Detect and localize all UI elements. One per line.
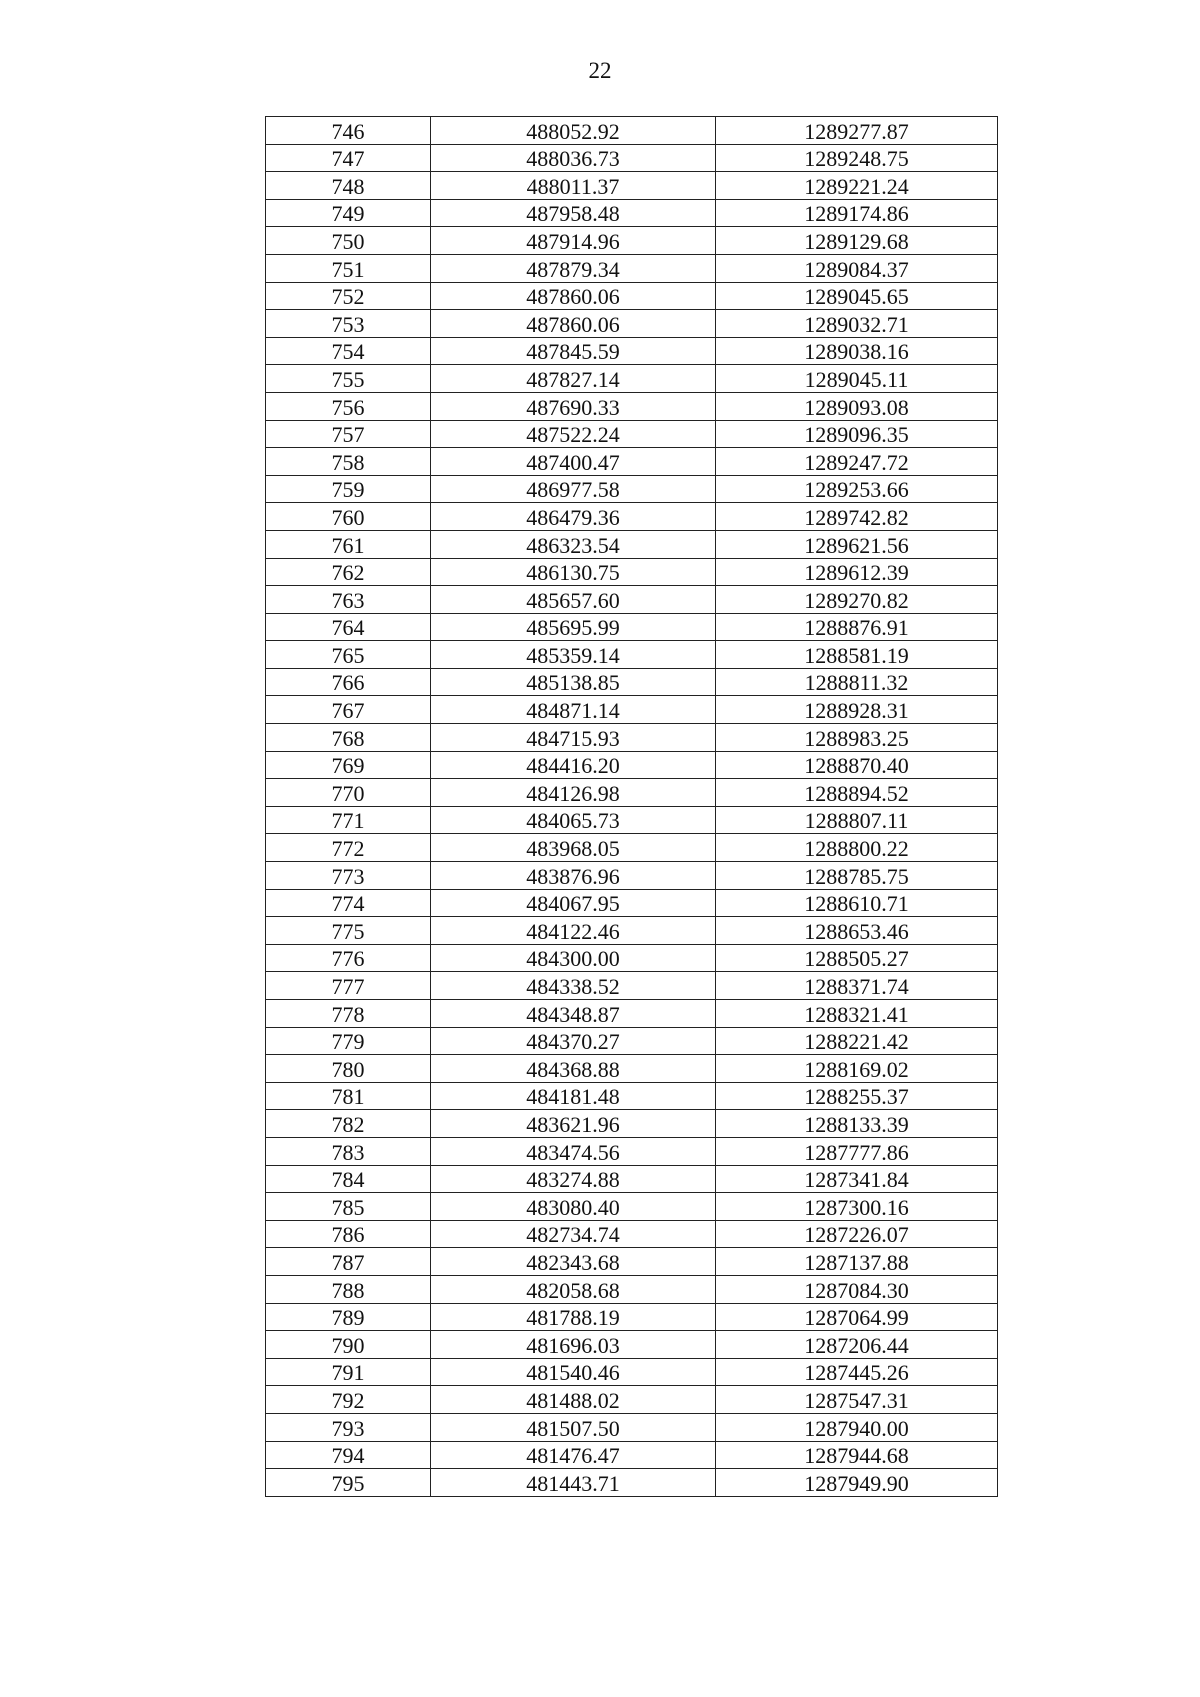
y-coordinate-cell: 1289247.72 (716, 448, 998, 476)
point-number-cell: 754 (266, 337, 431, 365)
table-row (266, 1193, 998, 1221)
x-coordinate-cell: 484348.87 (431, 1000, 716, 1028)
point-number-cell: 771 (266, 806, 431, 834)
y-coordinate-cell: 1287949.90 (716, 1469, 998, 1497)
x-coordinate-cell: 481476.47 (431, 1441, 716, 1469)
x-coordinate-cell: 482343.68 (431, 1248, 716, 1276)
table-row (266, 889, 998, 917)
x-coordinate-cell: 486130.75 (431, 558, 716, 586)
x-coordinate-cell: 487860.06 (431, 310, 716, 338)
table-row (266, 1165, 998, 1193)
x-coordinate-cell: 484181.48 (431, 1082, 716, 1110)
x-coordinate-cell: 482058.68 (431, 1275, 716, 1303)
x-coordinate-cell: 488036.73 (431, 144, 716, 172)
point-number-cell: 747 (266, 144, 431, 172)
y-coordinate-cell: 1288983.25 (716, 724, 998, 752)
x-coordinate-cell: 481788.19 (431, 1303, 716, 1331)
point-number-cell: 769 (266, 751, 431, 779)
point-number-cell: 748 (266, 172, 431, 200)
y-coordinate-cell: 1289045.11 (716, 365, 998, 393)
table-row (266, 365, 998, 393)
point-number-cell: 785 (266, 1193, 431, 1221)
x-coordinate-cell: 486977.58 (431, 475, 716, 503)
point-number-cell: 781 (266, 1082, 431, 1110)
point-number-cell: 764 (266, 613, 431, 641)
y-coordinate-cell: 1289621.56 (716, 530, 998, 558)
y-coordinate-cell: 1288807.11 (716, 806, 998, 834)
x-coordinate-cell: 483621.96 (431, 1110, 716, 1138)
y-coordinate-cell: 1289174.86 (716, 199, 998, 227)
point-number-cell: 789 (266, 1303, 431, 1331)
point-number-cell: 773 (266, 862, 431, 890)
y-coordinate-cell: 1287300.16 (716, 1193, 998, 1221)
point-number-cell: 761 (266, 530, 431, 558)
y-coordinate-cell: 1288785.75 (716, 862, 998, 890)
table-row (266, 1386, 998, 1414)
table-row (266, 972, 998, 1000)
x-coordinate-cell: 488011.37 (431, 172, 716, 200)
y-coordinate-cell: 1288610.71 (716, 889, 998, 917)
x-coordinate-cell: 486479.36 (431, 503, 716, 531)
x-coordinate-cell: 481696.03 (431, 1331, 716, 1359)
y-coordinate-cell: 1287137.88 (716, 1248, 998, 1276)
point-number-cell: 787 (266, 1248, 431, 1276)
y-coordinate-cell: 1288371.74 (716, 972, 998, 1000)
y-coordinate-cell: 1287944.68 (716, 1441, 998, 1469)
x-coordinate-cell: 484368.88 (431, 1055, 716, 1083)
table-row (266, 530, 998, 558)
table-row (266, 1027, 998, 1055)
table-row (266, 1000, 998, 1028)
x-coordinate-cell: 485657.60 (431, 586, 716, 614)
y-coordinate-cell: 1288169.02 (716, 1055, 998, 1083)
table-row (266, 558, 998, 586)
x-coordinate-cell: 487522.24 (431, 420, 716, 448)
point-number-cell: 772 (266, 834, 431, 862)
x-coordinate-cell: 484338.52 (431, 972, 716, 1000)
x-coordinate-cell: 484416.20 (431, 751, 716, 779)
table-row (266, 1441, 998, 1469)
table-row (266, 144, 998, 172)
point-number-cell: 792 (266, 1386, 431, 1414)
x-coordinate-cell: 487914.96 (431, 227, 716, 255)
point-number-cell: 775 (266, 917, 431, 945)
x-coordinate-cell: 481507.50 (431, 1413, 716, 1441)
point-number-cell: 770 (266, 779, 431, 807)
table-row (266, 475, 998, 503)
y-coordinate-cell: 1289270.82 (716, 586, 998, 614)
table-row (266, 724, 998, 752)
y-coordinate-cell: 1289248.75 (716, 144, 998, 172)
y-coordinate-cell: 1288811.32 (716, 668, 998, 696)
point-number-cell: 782 (266, 1110, 431, 1138)
table-row (266, 1331, 998, 1359)
point-number-cell: 786 (266, 1220, 431, 1248)
x-coordinate-cell: 487400.47 (431, 448, 716, 476)
y-coordinate-cell: 1289277.87 (716, 117, 998, 145)
x-coordinate-cell: 481540.46 (431, 1358, 716, 1386)
x-coordinate-cell: 483274.88 (431, 1165, 716, 1193)
table-row (266, 1303, 998, 1331)
point-number-cell: 777 (266, 972, 431, 1000)
point-number-cell: 750 (266, 227, 431, 255)
point-number-cell: 763 (266, 586, 431, 614)
point-number-cell: 794 (266, 1441, 431, 1469)
x-coordinate-cell: 483474.56 (431, 1137, 716, 1165)
point-number-cell: 766 (266, 668, 431, 696)
point-number-cell: 757 (266, 420, 431, 448)
point-number-cell: 783 (266, 1137, 431, 1165)
table-row (266, 310, 998, 338)
x-coordinate-cell: 484122.46 (431, 917, 716, 945)
point-number-cell: 778 (266, 1000, 431, 1028)
table-row (266, 1220, 998, 1248)
y-coordinate-cell: 1288870.40 (716, 751, 998, 779)
y-coordinate-cell: 1289084.37 (716, 254, 998, 282)
point-number-cell: 779 (266, 1027, 431, 1055)
y-coordinate-cell: 1288653.46 (716, 917, 998, 945)
y-coordinate-cell: 1288894.52 (716, 779, 998, 807)
table-row (266, 227, 998, 255)
table-row (266, 254, 998, 282)
coordinate-table (265, 116, 998, 1497)
table-row (266, 199, 998, 227)
x-coordinate-cell: 481488.02 (431, 1386, 716, 1414)
y-coordinate-cell: 1288321.41 (716, 1000, 998, 1028)
table-row (266, 668, 998, 696)
table-row (266, 448, 998, 476)
point-number-cell: 768 (266, 724, 431, 752)
x-coordinate-cell: 485359.14 (431, 641, 716, 669)
y-coordinate-cell: 1288581.19 (716, 641, 998, 669)
x-coordinate-cell: 487827.14 (431, 365, 716, 393)
x-coordinate-cell: 484067.95 (431, 889, 716, 917)
table-row (266, 1358, 998, 1386)
point-number-cell: 751 (266, 254, 431, 282)
x-coordinate-cell: 485138.85 (431, 668, 716, 696)
y-coordinate-cell: 1287777.86 (716, 1137, 998, 1165)
point-number-cell: 752 (266, 282, 431, 310)
table-row (266, 779, 998, 807)
point-number-cell: 784 (266, 1165, 431, 1193)
y-coordinate-cell: 1287547.31 (716, 1386, 998, 1414)
x-coordinate-cell: 484300.00 (431, 944, 716, 972)
y-coordinate-cell: 1287064.99 (716, 1303, 998, 1331)
y-coordinate-cell: 1288800.22 (716, 834, 998, 862)
table-row (266, 862, 998, 890)
x-coordinate-cell: 484370.27 (431, 1027, 716, 1055)
point-number-cell: 756 (266, 392, 431, 420)
table-row (266, 392, 998, 420)
y-coordinate-cell: 1287084.30 (716, 1275, 998, 1303)
table-row (266, 944, 998, 972)
point-number-cell: 793 (266, 1413, 431, 1441)
table-row (266, 172, 998, 200)
table-row (266, 420, 998, 448)
x-coordinate-cell: 484871.14 (431, 696, 716, 724)
y-coordinate-cell: 1289253.66 (716, 475, 998, 503)
x-coordinate-cell: 483968.05 (431, 834, 716, 862)
x-coordinate-cell: 487690.33 (431, 392, 716, 420)
point-number-cell: 795 (266, 1469, 431, 1497)
y-coordinate-cell: 1288876.91 (716, 613, 998, 641)
point-number-cell: 767 (266, 696, 431, 724)
table-row (266, 117, 998, 145)
x-coordinate-cell: 484126.98 (431, 779, 716, 807)
y-coordinate-cell: 1287940.00 (716, 1413, 998, 1441)
table-row (266, 696, 998, 724)
x-coordinate-cell: 488052.92 (431, 117, 716, 145)
table-row (266, 751, 998, 779)
y-coordinate-cell: 1289612.39 (716, 558, 998, 586)
x-coordinate-cell: 483876.96 (431, 862, 716, 890)
table-row (266, 1248, 998, 1276)
table-row (266, 806, 998, 834)
point-number-cell: 746 (266, 117, 431, 145)
y-coordinate-cell: 1288255.37 (716, 1082, 998, 1110)
x-coordinate-cell: 487860.06 (431, 282, 716, 310)
point-number-cell: 762 (266, 558, 431, 586)
point-number-cell: 790 (266, 1331, 431, 1359)
table-row (266, 1275, 998, 1303)
y-coordinate-cell: 1289742.82 (716, 503, 998, 531)
point-number-cell: 758 (266, 448, 431, 476)
table-row (266, 337, 998, 365)
table-row (266, 1082, 998, 1110)
table-row (266, 613, 998, 641)
table-row (266, 282, 998, 310)
table-row (266, 1137, 998, 1165)
x-coordinate-cell: 484065.73 (431, 806, 716, 834)
table-row (266, 917, 998, 945)
y-coordinate-cell: 1289032.71 (716, 310, 998, 338)
y-coordinate-cell: 1287341.84 (716, 1165, 998, 1193)
coordinate-table-body (266, 117, 998, 1497)
point-number-cell: 765 (266, 641, 431, 669)
x-coordinate-cell: 487958.48 (431, 199, 716, 227)
y-coordinate-cell: 1289096.35 (716, 420, 998, 448)
x-coordinate-cell: 482734.74 (431, 1220, 716, 1248)
point-number-cell: 755 (266, 365, 431, 393)
table-row (266, 1469, 998, 1497)
y-coordinate-cell: 1289093.08 (716, 392, 998, 420)
x-coordinate-cell: 486323.54 (431, 530, 716, 558)
y-coordinate-cell: 1287445.26 (716, 1358, 998, 1386)
y-coordinate-cell: 1288133.39 (716, 1110, 998, 1138)
point-number-cell: 749 (266, 199, 431, 227)
y-coordinate-cell: 1288505.27 (716, 944, 998, 972)
x-coordinate-cell: 481443.71 (431, 1469, 716, 1497)
x-coordinate-cell: 483080.40 (431, 1193, 716, 1221)
y-coordinate-cell: 1289045.65 (716, 282, 998, 310)
table-row (266, 1413, 998, 1441)
table-row (266, 834, 998, 862)
point-number-cell: 788 (266, 1275, 431, 1303)
table-row (266, 1055, 998, 1083)
y-coordinate-cell: 1288221.42 (716, 1027, 998, 1055)
point-number-cell: 760 (266, 503, 431, 531)
point-number-cell: 791 (266, 1358, 431, 1386)
y-coordinate-cell: 1287226.07 (716, 1220, 998, 1248)
x-coordinate-cell: 487845.59 (431, 337, 716, 365)
y-coordinate-cell: 1288928.31 (716, 696, 998, 724)
y-coordinate-cell: 1289221.24 (716, 172, 998, 200)
page-number: 22 (588, 58, 612, 83)
point-number-cell: 774 (266, 889, 431, 917)
table-row (266, 503, 998, 531)
point-number-cell: 753 (266, 310, 431, 338)
point-number-cell: 780 (266, 1055, 431, 1083)
x-coordinate-cell: 485695.99 (431, 613, 716, 641)
y-coordinate-cell: 1289038.16 (716, 337, 998, 365)
x-coordinate-cell: 484715.93 (431, 724, 716, 752)
y-coordinate-cell: 1287206.44 (716, 1331, 998, 1359)
x-coordinate-cell: 487879.34 (431, 254, 716, 282)
table-row (266, 641, 998, 669)
table-row (266, 1110, 998, 1138)
point-number-cell: 759 (266, 475, 431, 503)
point-number-cell: 776 (266, 944, 431, 972)
y-coordinate-cell: 1289129.68 (716, 227, 998, 255)
table-row (266, 586, 998, 614)
